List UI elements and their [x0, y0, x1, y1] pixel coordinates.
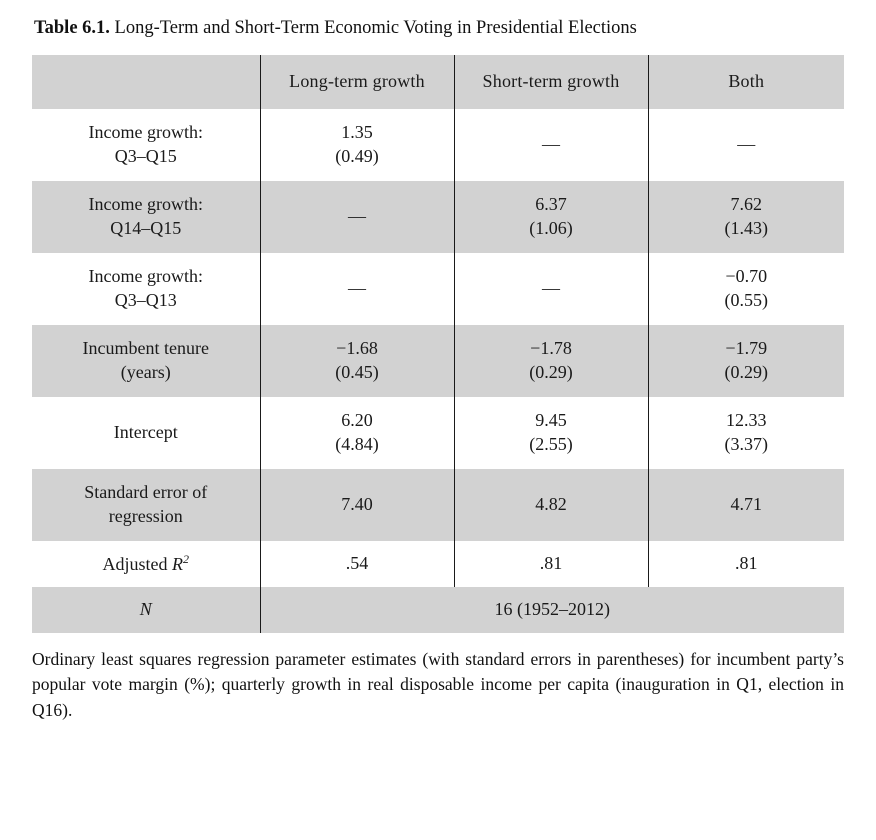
cell-value: −1.78 [530, 338, 572, 359]
row-label-n [32, 587, 260, 633]
cell-value: — [348, 206, 366, 227]
row-label-line1: Income growth: [88, 266, 203, 287]
cell-both: .81 [648, 541, 844, 587]
cell-value: −0.70 [725, 266, 768, 287]
cell-long-term: .54 [260, 541, 454, 587]
cell-value: 1.35 [341, 122, 373, 143]
cell-value: −1.79 [725, 338, 768, 359]
economic-voting-table [32, 55, 844, 633]
cell-long-term [260, 469, 454, 541]
table-row [32, 469, 844, 541]
header-both: Both [648, 55, 844, 109]
cell-value: 4.71 [730, 494, 762, 515]
row-label [32, 325, 260, 397]
header-long-term-growth: Long-term growth [260, 55, 454, 109]
cell-value: 4.82 [535, 494, 567, 515]
caption-label: Table 6.1. [34, 18, 110, 38]
cell-se: (2.55) [529, 433, 573, 454]
cell-long-term [260, 181, 454, 253]
row-label-line2: (years) [120, 361, 171, 382]
header-short-term-growth: Short-term growth [454, 55, 648, 109]
cell-long-term [260, 253, 454, 325]
cell-se: (1.43) [724, 217, 768, 238]
row-label-line1: Income growth: [88, 194, 203, 215]
table-row-n [32, 587, 844, 633]
row-label [32, 181, 260, 253]
cell-value: — [542, 278, 560, 299]
row-label-line2: Q14–Q15 [110, 217, 182, 238]
cell-se: (0.29) [724, 361, 768, 382]
row-label-line2: regression [108, 505, 183, 526]
cell-both [648, 109, 844, 181]
cell-both [648, 253, 844, 325]
adjusted-label-prefix: Adjusted [102, 554, 172, 575]
cell-value: — [542, 134, 560, 155]
cell-value: 9.45 [535, 410, 567, 431]
cell-value: 12.33 [726, 410, 767, 431]
cell-short-term [454, 181, 648, 253]
row-label [32, 253, 260, 325]
cell-long-term [260, 109, 454, 181]
table-header-row [32, 55, 844, 109]
caption-text: Long-Term and Short-Term Economic Voting in Presidential Elections [109, 18, 637, 38]
cell-short-term [454, 325, 648, 397]
cell-value: — [348, 278, 366, 299]
row-label-line1: Intercept [113, 422, 178, 443]
cell-both [648, 325, 844, 397]
row-label-line1: Income growth: [88, 122, 203, 143]
header-blank [32, 55, 260, 109]
row-label [32, 109, 260, 181]
cell-both [648, 181, 844, 253]
cell-se: (3.37) [724, 433, 768, 454]
cell-short-term [454, 469, 648, 541]
n-label: N [139, 599, 152, 620]
cell-value: 7.40 [341, 494, 373, 515]
row-label-adjusted-r2 [32, 541, 260, 587]
adjusted-label-exponent: 2 [183, 552, 189, 567]
cell-se: (0.49) [335, 145, 379, 166]
table-note: Ordinary least squares regression parameter estimates (with standard errors in parentheses) for incumbent party’s popular vote margin (%); quarterly growth in real disposable income per capita (inauguration in Q1, election in Q16). [32, 648, 844, 720]
cell-short-term [454, 397, 648, 469]
table-row [32, 325, 844, 397]
cell-short-term [454, 253, 648, 325]
cell-se: (4.84) [335, 433, 379, 454]
cell-long-term [260, 397, 454, 469]
cell-short-term [454, 109, 648, 181]
cell-se: (0.45) [335, 361, 379, 382]
row-label-line2: Q3–Q13 [114, 289, 177, 310]
cell-long-term [260, 325, 454, 397]
adjusted-label-symbol: R [172, 554, 183, 575]
cell-value: 6.37 [535, 194, 567, 215]
row-label [32, 469, 260, 541]
table-row [32, 397, 844, 469]
row-label [32, 397, 260, 469]
cell-n-value: 16 (1952–2012) [260, 587, 844, 633]
table-row [32, 181, 844, 253]
cell-se: (0.29) [529, 361, 573, 382]
cell-se: (1.06) [529, 217, 573, 238]
row-label-line1: Incumbent tenure [82, 338, 209, 359]
cell-value: −1.68 [336, 338, 378, 359]
cell-value: 6.20 [341, 410, 373, 431]
cell-se: (0.55) [724, 289, 768, 310]
table-row-adjusted-r2 [32, 541, 844, 587]
cell-value: 7.62 [730, 194, 762, 215]
cell-both [648, 469, 844, 541]
row-label-line2: Q3–Q15 [114, 145, 177, 166]
cell-both [648, 397, 844, 469]
cell-value: — [737, 134, 756, 155]
table-caption [34, 16, 844, 41]
table-row [32, 253, 844, 325]
table-row [32, 109, 844, 181]
row-label-line1: Standard error of [84, 482, 208, 503]
cell-short-term: .81 [454, 541, 648, 587]
